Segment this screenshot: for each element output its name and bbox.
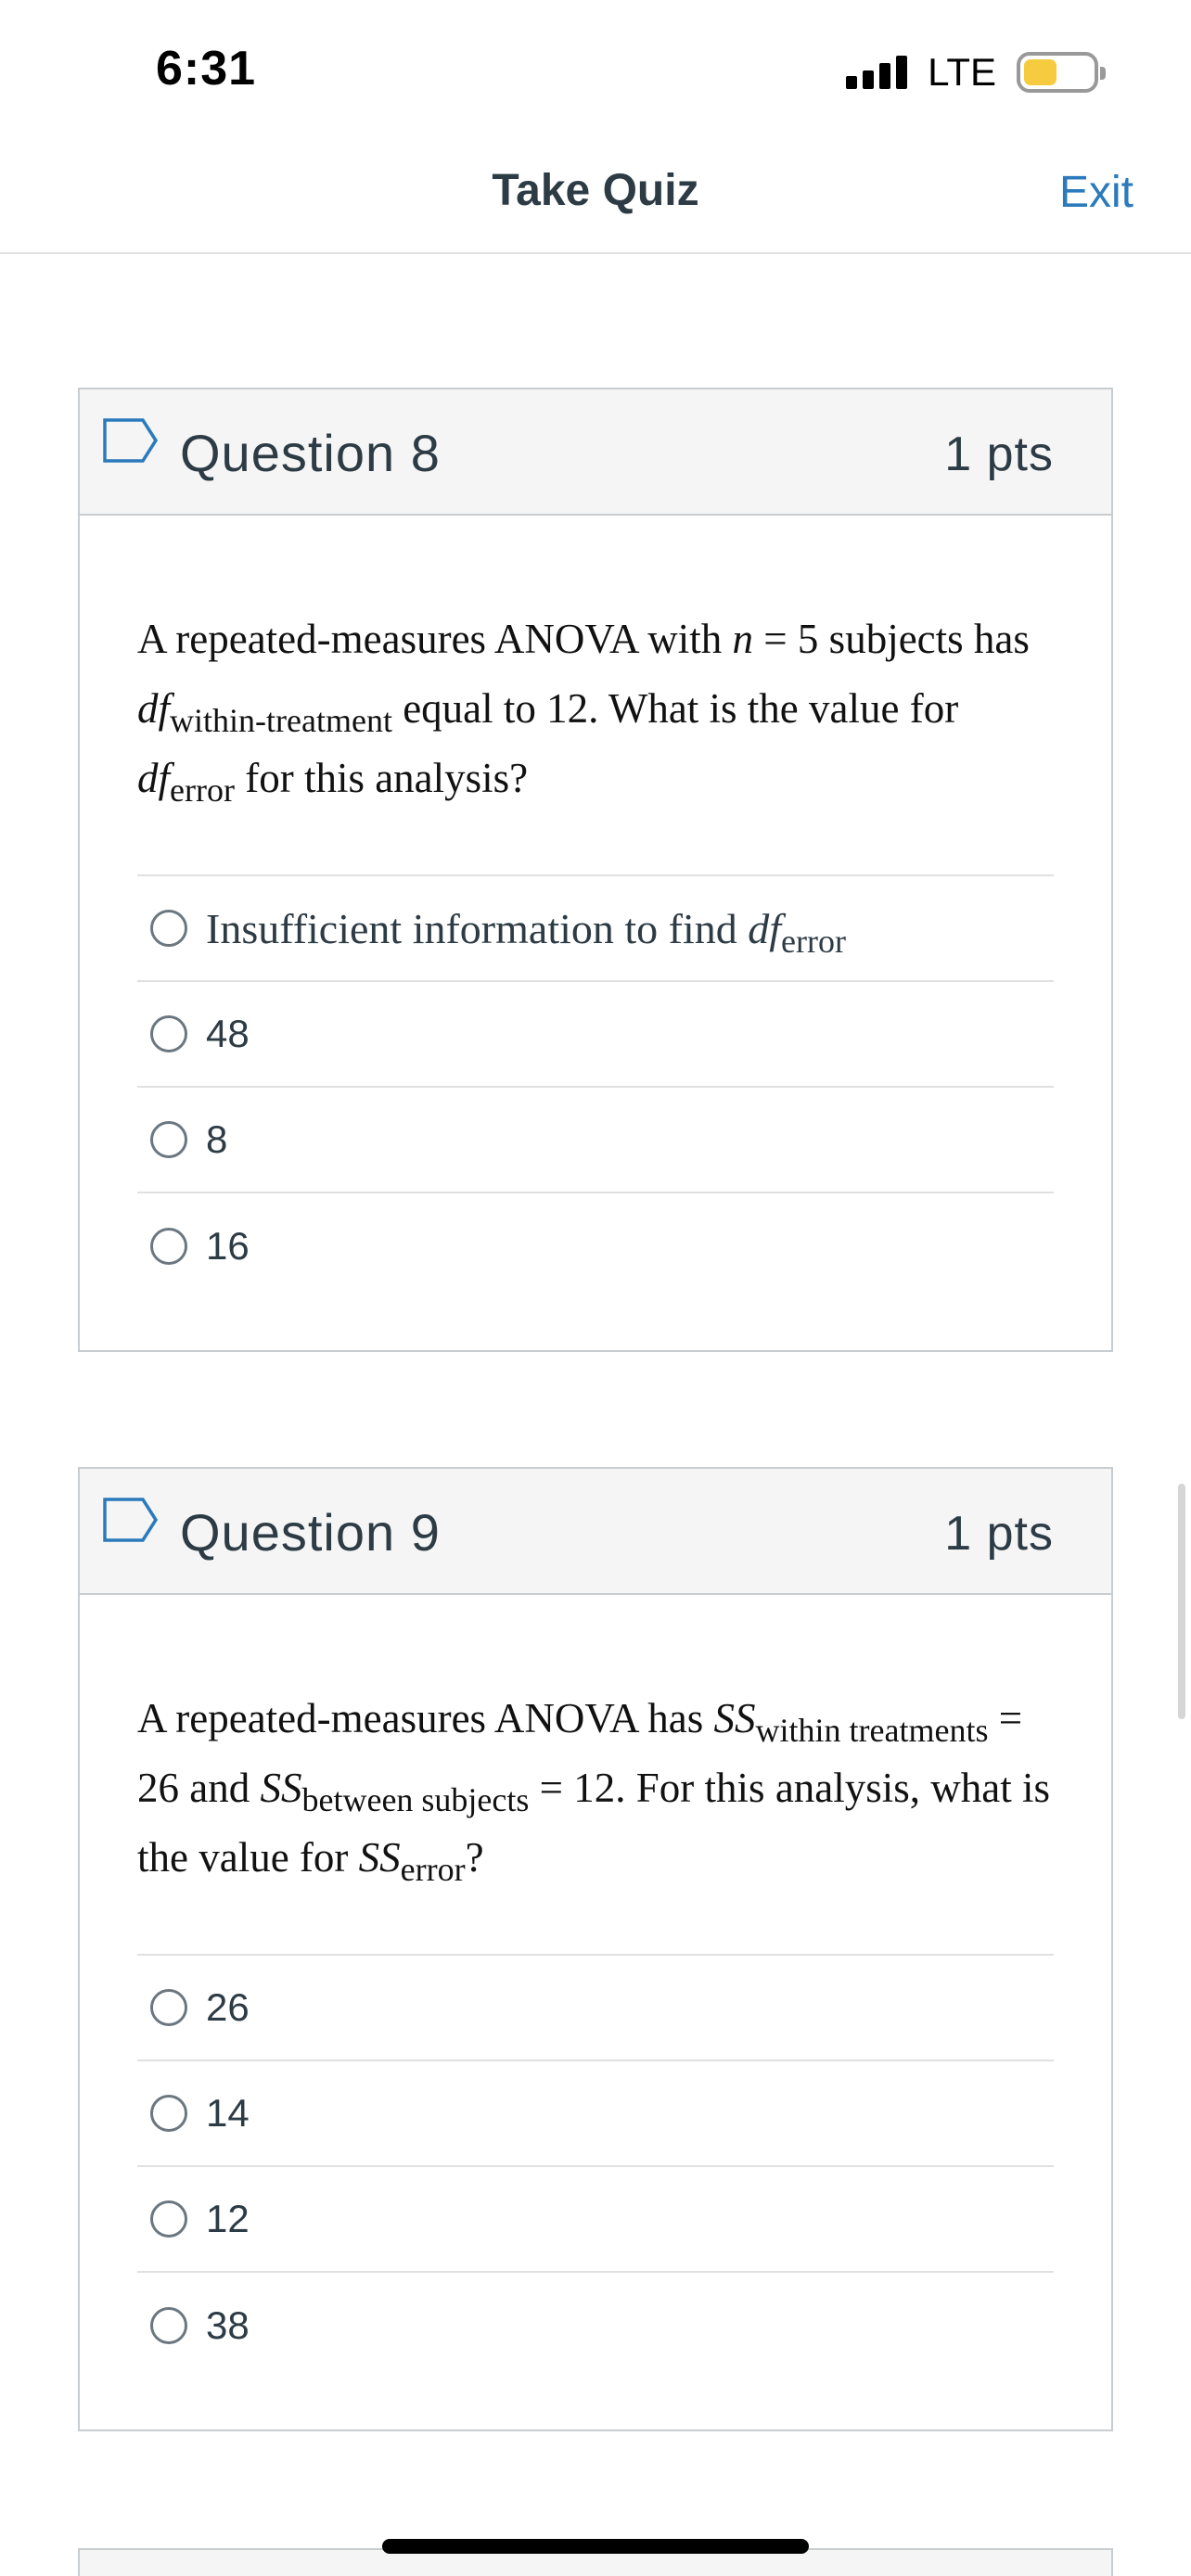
question-header — [80, 389, 1111, 516]
answer-list — [137, 874, 1054, 1299]
battery-icon — [1017, 52, 1098, 93]
radio-button[interactable] — [150, 1121, 187, 1158]
answer-label: 8 — [206, 1117, 228, 1161]
answer-option[interactable] — [137, 1193, 1054, 1299]
answer-label: 16 — [206, 1224, 250, 1268]
question-title: Question 9 — [180, 1503, 441, 1562]
answer-label: 14 — [206, 2091, 250, 2135]
question-title: Question 8 — [180, 424, 441, 482]
radio-button[interactable] — [150, 910, 187, 947]
answer-option[interactable] — [137, 2273, 1054, 2378]
radio-button[interactable] — [150, 2307, 187, 2344]
flag-question-icon[interactable] — [102, 417, 160, 464]
flag-question-icon[interactable] — [102, 1497, 160, 1543]
answer-option[interactable] — [137, 2061, 1054, 2167]
question-text: A repeated-measures ANOVA with n = 5 subjects has $df_{within-treatment}$ equal to 12. What is the value for $df_{error}$ for this analysis? — [137, 616, 1030, 809]
quiz-header — [0, 148, 1191, 254]
question-text: A repeated-measures ANOVA has $SS_{within treatments} = 26$ and $SS_{between subjects} = 12$. For this analysis, what is the value for $SS_{error}$? — [137, 1695, 1051, 1888]
question-points: 1 pts — [944, 1507, 1054, 1561]
answer-label: 26 — [206, 1985, 250, 2029]
answer-option[interactable] — [137, 876, 1054, 982]
answer-option[interactable] — [137, 982, 1054, 1088]
status-time: 6:31 — [156, 42, 257, 96]
question-card-8 — [78, 388, 1113, 1352]
answer-label: 12 — [206, 2197, 250, 2240]
question-header — [80, 1469, 1111, 1595]
answer-list — [137, 1954, 1054, 2378]
radio-button[interactable] — [150, 2200, 187, 2238]
answer-label: 38 — [206, 2303, 250, 2347]
radio-button[interactable] — [150, 2095, 187, 2132]
signal-icon — [846, 56, 907, 89]
radio-button[interactable] — [150, 1015, 187, 1052]
answer-label: Insufficient information to find $df_{error}$ — [206, 904, 846, 960]
exit-button[interactable]: Exit — [1058, 168, 1133, 217]
home-indicator[interactable] — [382, 2539, 809, 2554]
status-indicators — [846, 50, 1098, 95]
radio-button[interactable] — [150, 1989, 187, 2026]
answer-option[interactable] — [137, 1956, 1054, 2061]
answer-option[interactable] — [137, 1088, 1054, 1193]
network-label: LTE — [928, 50, 996, 94]
scrollbar[interactable] — [1178, 1484, 1185, 1719]
answer-label: 48 — [206, 1012, 250, 1055]
answer-option[interactable] — [137, 2167, 1054, 2273]
question-card-9 — [78, 1467, 1113, 2431]
page-title: Take Quiz — [492, 166, 699, 215]
question-points: 1 pts — [944, 427, 1054, 481]
radio-button[interactable] — [150, 1228, 187, 1265]
